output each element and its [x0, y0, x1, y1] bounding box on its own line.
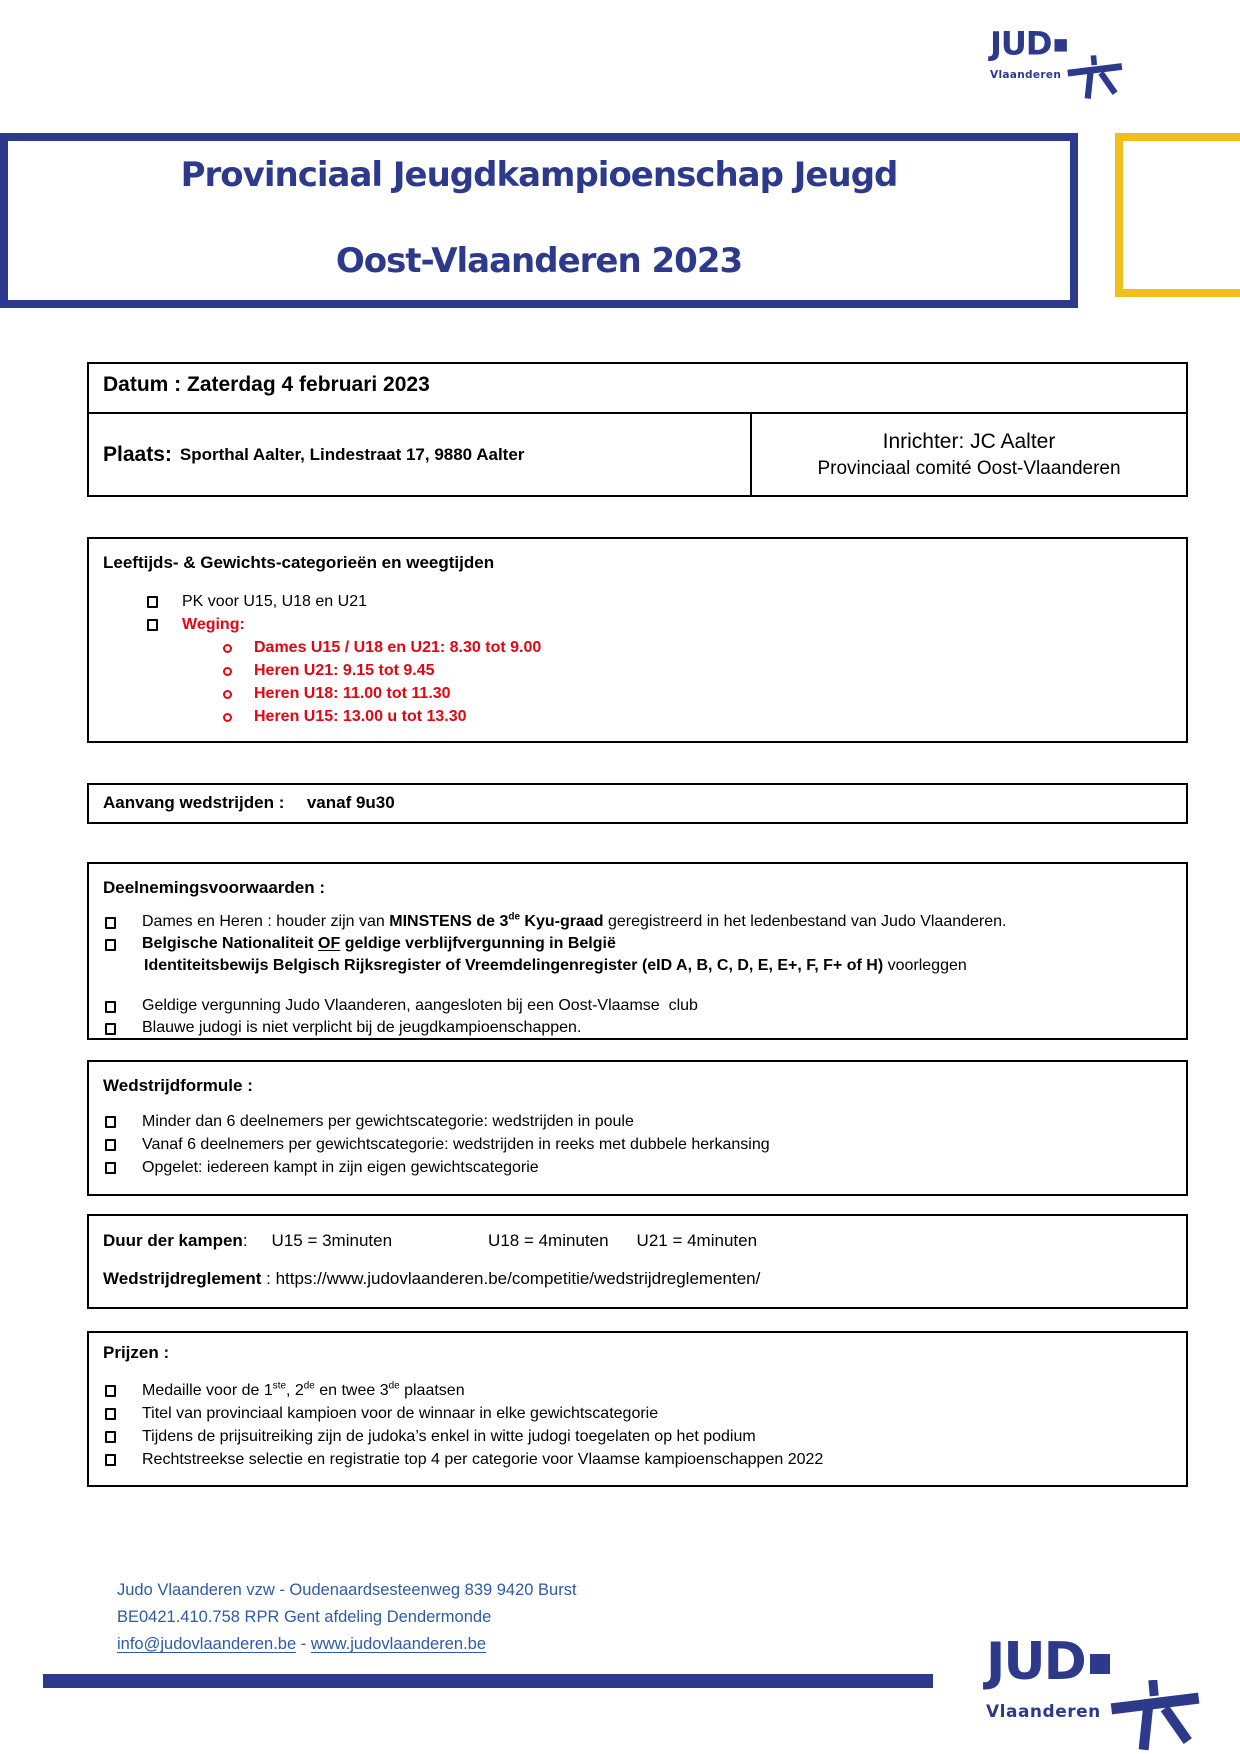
weigh-time: Heren U21: 9.15 tot 9.45 [254, 661, 435, 679]
judo-vlaanderen-logo-top [990, 25, 1123, 101]
list-subitem [223, 659, 1172, 682]
organizer-line2: Provinciaal comité Oost-Vlaanderen [817, 457, 1121, 479]
organizer-cell [752, 414, 1186, 495]
list-item [105, 1156, 1172, 1179]
rules-url: : https://www.judovlaanderen.be/competitie/wedstrijdreglementen/ [266, 1269, 761, 1288]
start-time-label: Aanvang wedstrijden : [103, 793, 285, 812]
circle-bullet-icon [223, 667, 232, 676]
list-item-text: Tijdens de prijsuitreiking zijn de judoka’s enkel in witte judogi toegelaten op het podium [142, 1427, 756, 1445]
checkbox-bullet-icon [105, 1139, 116, 1151]
footer-links-line [117, 1631, 577, 1658]
logo-word: JUD [990, 25, 1052, 63]
duration-label: Duur der kampen [103, 1231, 243, 1250]
logo-word: JUD [986, 1632, 1085, 1692]
section-match-duration [87, 1214, 1188, 1309]
footer-address-block [117, 1577, 577, 1658]
duration-u18: U18 = 4minuten [488, 1231, 609, 1250]
section-competition-format [87, 1060, 1188, 1196]
yellow-accent-box [1115, 133, 1240, 297]
list-item [105, 1017, 1172, 1039]
checkbox-bullet-icon [105, 1116, 116, 1128]
list-item-text: Geldige vergunning Judo Vlaanderen, aangesloten bij een Oost-Vlaamse club [142, 997, 698, 1014]
duration-line: Duur der kampen : U15 = 3minuten U18 = 4minuten U21 = 4minuten [103, 1231, 758, 1250]
list-item-text: Dames en Heren : houder zijn van MINSTENS de 3de Kyu-graad geregistreerd in het ledenbestand van Judo Vlaanderen. [142, 911, 1007, 930]
duration-u15: U15 = 3minuten [271, 1231, 393, 1250]
list-item-text: Blauwe judogi is niet verplicht bij de jeugdkampioenschappen. [142, 1019, 582, 1036]
list-subitem [223, 705, 1172, 728]
logo-square-o-icon [1054, 39, 1066, 51]
section-categories-weigh-times [87, 537, 1188, 743]
checkbox-bullet-icon [105, 1162, 116, 1174]
section-heading: Leeftijds- & Gewichts-categorieën en weegtijden [103, 553, 495, 572]
checkbox-bullet-icon [105, 1385, 116, 1397]
checkbox-bullet-icon [105, 1001, 116, 1013]
place-cell [89, 414, 752, 495]
list-item-text: Opgelet: iedereen kampt in zijn eigen gewichtscategorie [142, 1158, 539, 1176]
checkbox-bullet-icon [105, 939, 116, 951]
list-item [105, 1133, 1172, 1156]
circle-bullet-icon [223, 690, 232, 699]
list-item-text: Vanaf 6 deelnemers per gewichtscategorie: wedstrijden in reeks met dubbele herkansing [142, 1135, 770, 1153]
list-item [105, 1379, 1172, 1402]
logo-subrow [986, 1688, 1201, 1754]
checkbox-bullet-icon [147, 596, 158, 608]
logo-subtitle: Vlaanderen [990, 68, 1062, 82]
logo-subtitle: Vlaanderen [986, 1702, 1101, 1722]
list-item-continuation: Identiteitsbewijs Belgisch Rijksregister of Vreemdelingenregister (eID A, B, C, D, E, E+, F, F+ of H) voorleggen [144, 957, 967, 974]
list-subitem [223, 682, 1172, 705]
list-item-text: Titel van provinciaal kampioen voor de winnaar in elke gewichtscategorie [142, 1404, 659, 1422]
place-label: Plaats: [103, 442, 172, 466]
footer-line1: Judo Vlaanderen vzw - Oudenaardsesteenweg 839 9420 Burst [117, 1581, 577, 1599]
rules-label: Wedstrijdreglement [103, 1269, 262, 1288]
checkbox-bullet-icon [105, 1431, 116, 1443]
footer-website-link[interactable]: www.judovlaanderen.be [310, 1635, 487, 1653]
list-item-text: Rechtstreekse selectie en registratie top 4 per categorie voor Vlaamse kampioenschappen 2022 [142, 1450, 824, 1468]
footer-line2: BE0421.410.758 RPR Gent afdeling Dendermonde [117, 1608, 492, 1626]
list-item-text: Belgische Nationaliteit OF geldige verblijfvergunning in België [142, 935, 616, 952]
section-heading: Wedstrijdformule : [103, 1076, 253, 1095]
list-item [147, 590, 1172, 613]
footer-link-separator: - [296, 1635, 311, 1653]
checkbox-bullet-icon [105, 1408, 116, 1420]
list-item [105, 1448, 1172, 1471]
spacer [103, 977, 1172, 995]
section-heading: Deelnemingsvoorwaarden : [103, 878, 326, 897]
list-item [105, 1425, 1172, 1448]
place-organizer-row [89, 414, 1186, 495]
judo-vlaanderen-logo-bottom [986, 1632, 1201, 1754]
duration-u21: U21 = 4minuten [636, 1231, 758, 1250]
page-title-line1: Provinciaal Jeugdkampioenschap Jeugd [180, 155, 898, 195]
weigh-time: Dames U15 / U18 en U21: 8.30 tot 9.00 [254, 638, 542, 656]
judoka-figure-icon [1066, 55, 1123, 101]
organizer-line1: Inrichter: JC Aalter [882, 429, 1056, 453]
logo-subrow [990, 60, 1123, 101]
rules-line [103, 1269, 1172, 1289]
checkbox-bullet-icon [147, 619, 158, 631]
logo-square-o-icon [1090, 1654, 1110, 1674]
page-title-line2: Oost-Vlaanderen 2023 [335, 241, 743, 281]
checkbox-bullet-icon [105, 1454, 116, 1466]
section-start-time [87, 783, 1188, 824]
list-item-text: Weging: [182, 615, 245, 633]
section-prizes [87, 1331, 1188, 1487]
list-item [105, 1402, 1172, 1425]
list-item [105, 911, 1172, 933]
checkbox-bullet-icon [105, 917, 116, 929]
section-participation-conditions [87, 862, 1188, 1040]
circle-bullet-icon [223, 644, 232, 653]
circle-bullet-icon [223, 713, 232, 722]
place-value: Sporthal Aalter, Lindestraat 17, 9880 Aalter [179, 444, 525, 464]
section-heading: Prijzen : [103, 1343, 170, 1362]
footer-accent-bar [43, 1674, 933, 1688]
event-info-table [87, 362, 1188, 497]
list-item-text: PK voor U15, U18 en U21 [182, 592, 367, 610]
list-item-text: Minder dan 6 deelnemers per gewichtscategorie: wedstrijden in poule [142, 1112, 634, 1130]
checkbox-bullet-icon [105, 1023, 116, 1035]
list-item [147, 613, 1172, 636]
judoka-figure-icon [1109, 1680, 1201, 1754]
title-box [0, 133, 1078, 308]
list-item [105, 1110, 1172, 1133]
list-item [105, 995, 1172, 1017]
weigh-time: Heren U18: 11.00 tot 11.30 [254, 684, 451, 702]
list-item [105, 933, 1172, 955]
list-subitem [223, 636, 1172, 659]
weigh-time: Heren U15: 13.00 u tot 13.30 [254, 707, 467, 725]
footer-email-link[interactable]: info@judovlaanderen.be [117, 1635, 297, 1653]
start-time-value: vanaf 9u30 [306, 793, 395, 812]
date-row: Datum : Zaterdag 4 februari 2023 [89, 364, 1186, 414]
list-item-text: Medaille voor de 1ste, 2de en twee 3de plaatsen [142, 1380, 465, 1399]
